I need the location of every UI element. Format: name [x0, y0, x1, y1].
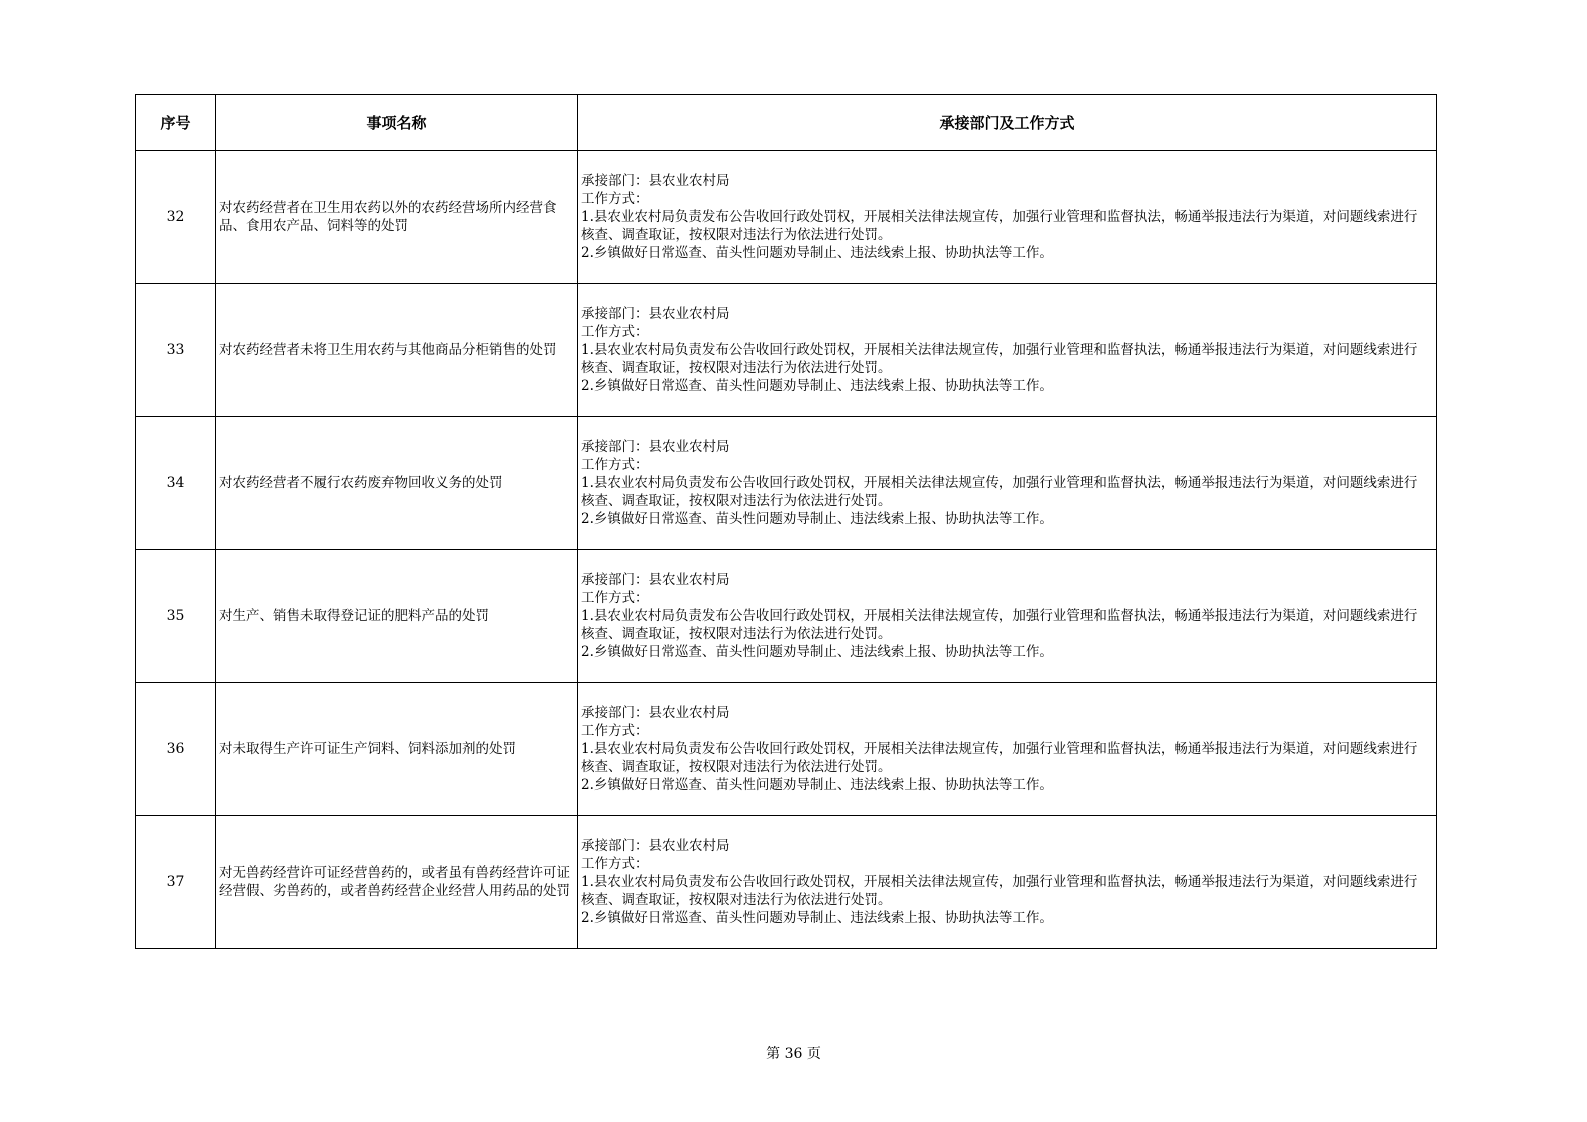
row-department-method: [578, 683, 1437, 816]
table-row: [136, 417, 1437, 550]
method-label: 工作方式：: [581, 723, 649, 739]
row-department-method: [578, 284, 1437, 417]
page-number: 第 36 页: [766, 1046, 821, 1062]
row-serial-number: 36: [136, 683, 216, 816]
items-table: [135, 94, 1437, 949]
department-line: 承接部门：县农业农村局: [581, 306, 730, 322]
department-line: 承接部门：县农业农村局: [581, 838, 730, 854]
row-item-name: 对生产、销售未取得登记证的肥料产品的处罚: [216, 550, 578, 683]
method-step-1: 1.县农业农村局负责发布公告收回行政处罚权，开展相关法律法规宣传，加强行业管理和监督执法，畅通举报违法行为渠道，对问题线索进行核查、调查取证，按权限对违法行为依法进行处罚。: [581, 874, 1418, 908]
row-serial-number: 33: [136, 284, 216, 417]
row-item-name: 对未取得生产许可证生产饲料、饲料添加剂的处罚: [216, 683, 578, 816]
row-item-name: 对农药经营者在卫生用农药以外的农药经营场所内经营食品、食用农产品、饲料等的处罚: [216, 151, 578, 284]
method-step-2: 2.乡镇做好日常巡查、苗头性问题劝导制止、违法线索上报、协助执法等工作。: [581, 777, 1053, 793]
row-serial-number: 35: [136, 550, 216, 683]
method-step-1: 1.县农业农村局负责发布公告收回行政处罚权，开展相关法律法规宣传，加强行业管理和监督执法，畅通举报违法行为渠道，对问题线索进行核查、调查取证，按权限对违法行为依法进行处罚。: [581, 342, 1418, 376]
method-step-2: 2.乡镇做好日常巡查、苗头性问题劝导制止、违法线索上报、协助执法等工作。: [581, 644, 1053, 660]
table-row: [136, 816, 1437, 949]
method-step-1: 1.县农业农村局负责发布公告收回行政处罚权，开展相关法律法规宣传，加强行业管理和监督执法，畅通举报违法行为渠道，对问题线索进行核查、调查取证，按权限对违法行为依法进行处罚。: [581, 475, 1418, 509]
method-label: 工作方式：: [581, 856, 649, 872]
method-step-2: 2.乡镇做好日常巡查、苗头性问题劝导制止、违法线索上报、协助执法等工作。: [581, 378, 1053, 394]
row-department-method: [578, 417, 1437, 550]
table-row: [136, 151, 1437, 284]
row-item-name: 对无兽药经营许可证经营兽药的，或者虽有兽药经营许可证经营假、劣兽药的，或者兽药经营企业经营人用药品的处罚: [216, 816, 578, 949]
method-step-1: 1.县农业农村局负责发布公告收回行政处罚权，开展相关法律法规宣传，加强行业管理和监督执法，畅通举报违法行为渠道，对问题线索进行核查、调查取证，按权限对违法行为依法进行处罚。: [581, 741, 1418, 775]
table-row: [136, 284, 1437, 417]
method-step-1: 1.县农业农村局负责发布公告收回行政处罚权，开展相关法律法规宣传，加强行业管理和监督执法，畅通举报违法行为渠道，对问题线索进行核查、调查取证，按权限对违法行为依法进行处罚。: [581, 608, 1418, 642]
method-step-1: 1.县农业农村局负责发布公告收回行政处罚权，开展相关法律法规宣传，加强行业管理和监督执法，畅通举报违法行为渠道，对问题线索进行核查、调查取证，按权限对违法行为依法进行处罚。: [581, 209, 1418, 243]
row-serial-number: 37: [136, 816, 216, 949]
row-serial-number: 34: [136, 417, 216, 550]
row-department-method: [578, 816, 1437, 949]
method-label: 工作方式：: [581, 191, 649, 207]
header-item-name: 事项名称: [216, 95, 578, 151]
table-row: [136, 683, 1437, 816]
header-serial-number: 序号: [136, 95, 216, 151]
row-department-method: [578, 550, 1437, 683]
row-department-method: [578, 151, 1437, 284]
row-serial-number: 32: [136, 151, 216, 284]
department-line: 承接部门：县农业农村局: [581, 173, 730, 189]
header-department-method: 承接部门及工作方式: [578, 95, 1437, 151]
method-step-2: 2.乡镇做好日常巡查、苗头性问题劝导制止、违法线索上报、协助执法等工作。: [581, 245, 1053, 261]
method-step-2: 2.乡镇做好日常巡查、苗头性问题劝导制止、违法线索上报、协助执法等工作。: [581, 910, 1053, 926]
department-line: 承接部门：县农业农村局: [581, 439, 730, 455]
department-line: 承接部门：县农业农村局: [581, 705, 730, 721]
method-step-2: 2.乡镇做好日常巡查、苗头性问题劝导制止、违法线索上报、协助执法等工作。: [581, 511, 1053, 527]
row-item-name: 对农药经营者未将卫生用农药与其他商品分柜销售的处罚: [216, 284, 578, 417]
method-label: 工作方式：: [581, 324, 649, 340]
method-label: 工作方式：: [581, 457, 649, 473]
department-line: 承接部门：县农业农村局: [581, 572, 730, 588]
row-item-name: 对农药经营者不履行农药废弃物回收义务的处罚: [216, 417, 578, 550]
table-header-row: [136, 95, 1437, 151]
method-label: 工作方式：: [581, 590, 649, 606]
table-row: [136, 550, 1437, 683]
